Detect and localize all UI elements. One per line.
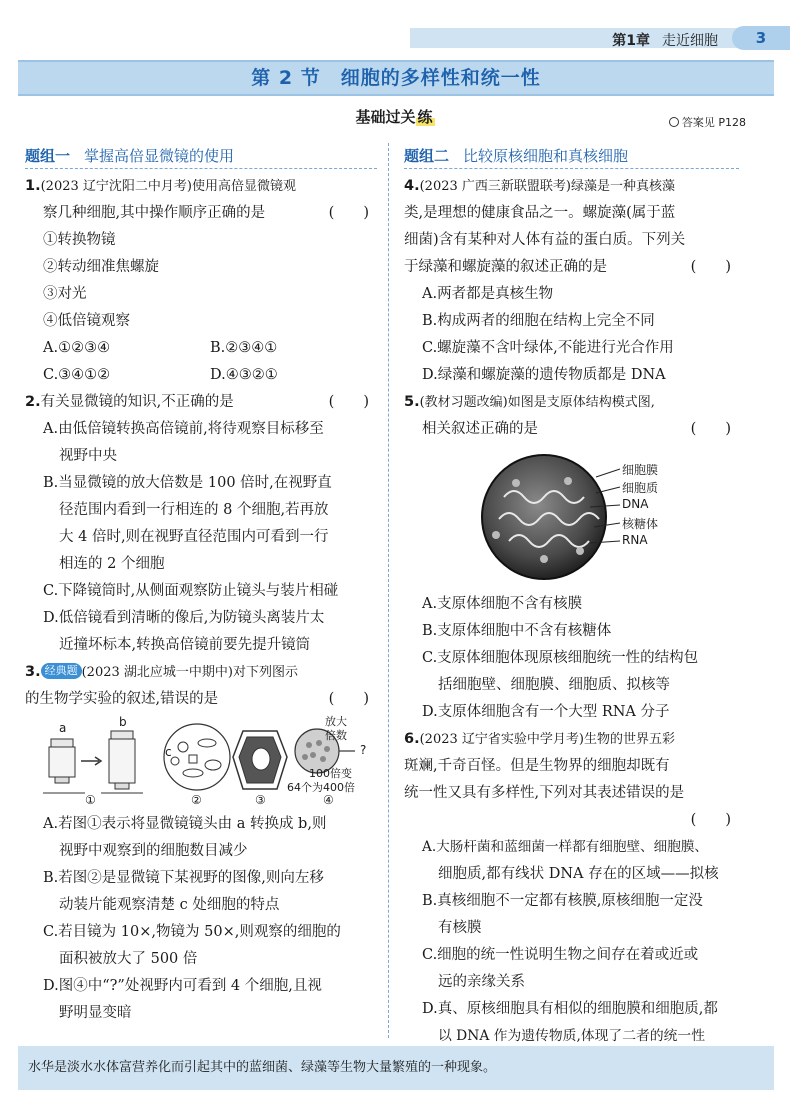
question-stem: 有关显微镜的知识,不正确的是 — [40, 394, 234, 410]
question-5 — [404, 389, 739, 726]
option-c: C.螺旋藻不含叶绿体,不能进行光合作用 — [422, 340, 674, 356]
group-title-1 — [25, 143, 377, 169]
zoom-text: 100倍变 — [309, 767, 352, 780]
column-divider — [388, 143, 389, 1038]
question-6 — [404, 726, 739, 1050]
option-b-cont: 相连的 2 个细胞 — [59, 556, 165, 572]
question-number: 6. — [404, 731, 420, 747]
question-stem-line: (2023 辽宁沈阳二中月考)使用高倍显微镜观 — [40, 179, 296, 194]
answer-blank: ( ) — [690, 421, 731, 437]
option-c: C.支原体细胞体现原核细胞统一性的结构包 — [422, 650, 699, 666]
option-b: B.构成两者的细胞在结构上完全不同 — [422, 313, 655, 329]
step-item: ③对光 — [43, 286, 87, 302]
option-d: D.真、原核细胞具有相似的细胞膜和细胞质,都 — [422, 1001, 718, 1017]
option-b: B.真核细胞不一定都有核膜,原核细胞一定没 — [422, 893, 703, 909]
option-a: A.大肠杆菌和蓝细菌一样都有细胞壁、细胞膜、 — [422, 839, 709, 855]
question-stem-line: 细菌)含有某种对人体有益的蛋白质。下列关 — [404, 232, 686, 248]
question-stem-line: 察几种细胞,其中操作顺序正确的是 — [43, 205, 266, 221]
footer-note: 水华是淡水水体富营养化而引起其中的蓝细菌、绿藻等生物大量繁殖的一种现象。 — [18, 1046, 774, 1090]
option-b-cont: 有核膜 — [438, 920, 482, 936]
option-a: A.①②③④ — [43, 340, 111, 356]
option-d: D.④③②① — [210, 367, 278, 383]
question-number: 5. — [404, 394, 420, 410]
microscope-figures — [25, 717, 377, 809]
group-label: 题组一 — [25, 147, 71, 165]
answer-blank: ( ) — [328, 205, 369, 221]
question-stem-line: 于绿藻和螺旋藻的叙述正确的是 — [404, 259, 607, 275]
group-heading: 掌握高倍显微镜的使用 — [84, 147, 235, 165]
question-number: 3. — [25, 664, 41, 680]
label-dna: DNA — [622, 497, 649, 511]
option-c: C.若目镜为 10×,物镜为 50×,则观察的细胞的 — [43, 924, 341, 940]
answer-blank: ( ) — [328, 394, 369, 410]
question-stem-line: (2023 广西三新联盟联考)绿藻是一种真核藻 — [419, 179, 675, 194]
answer-blank: ( ) — [690, 259, 731, 275]
question-number: 1. — [25, 178, 41, 194]
option-b-cont: 动装片能观察清楚 c 处细胞的特点 — [59, 897, 280, 913]
option-b: B.当显微镜的放大倍数是 100 倍时,在视野直 — [43, 475, 332, 491]
pointer-line — [596, 469, 620, 477]
question-stem-line: 相关叙述正确的是 — [422, 421, 538, 437]
group-title-2 — [404, 143, 739, 169]
chapter-title: 走近细胞 — [662, 33, 718, 49]
group-heading: 比较原核细胞和真核细胞 — [463, 147, 629, 165]
right-column — [404, 143, 739, 1050]
label-cell-membrane: 细胞膜 — [622, 463, 659, 477]
option-b: B.若图②是显微镜下某视野的图像,则向左移 — [43, 870, 324, 886]
option-d-cont: 近撞坏标本,转换高倍镜前要先提升镜筒 — [59, 637, 311, 653]
lens-a-icon — [49, 739, 75, 783]
field-of-view-icon — [164, 724, 230, 790]
label-rna: RNA — [622, 533, 648, 547]
question-2 — [25, 389, 377, 659]
classic-badge: 经典题 — [41, 663, 82, 679]
question-stem-line: 统一性又具有多样性,下列对其表述错误的是 — [404, 785, 685, 801]
question-stem-line: 斑斓,千奇百怪。但是生物界的细胞却既有 — [404, 758, 670, 774]
option-a-cont: 视野中央 — [59, 448, 117, 464]
option-b: B.②③④① — [210, 340, 278, 356]
step-item: ①转换物镜 — [43, 232, 116, 248]
chapter-label — [612, 30, 718, 50]
option-a-cont: 细胞质,都有线状 DNA 存在的区域——拟核 — [438, 866, 719, 882]
section-title: 第 2 节 细胞的多样性和统一性 — [18, 60, 774, 96]
magnifier-icon — [669, 117, 679, 127]
figure-number-2: ② — [191, 793, 202, 807]
label-ribosome: 核糖体 — [622, 517, 659, 531]
plant-cell-icon — [233, 731, 287, 789]
question-number: 2. — [25, 394, 41, 410]
question-stem-line: 的生物学实验的叙述,错误的是 — [25, 691, 219, 707]
option-c-cont: 面积被放大了 500 倍 — [59, 951, 198, 967]
answer-blank: ( ) — [690, 812, 731, 828]
answer-reference-text: 答案见 P128 — [681, 116, 746, 129]
question-number: 4. — [404, 178, 420, 194]
option-b: B.支原体细胞中不含有核糖体 — [422, 623, 612, 639]
question-stem-line: 类,是理想的健康食品之一。螺旋藻(属于蓝 — [404, 205, 676, 221]
answer-reference — [669, 114, 746, 130]
mycoplasma-diagram — [404, 447, 739, 587]
question-stem-line: (教材习题改编)如图是支原体结构模式图, — [419, 395, 655, 410]
option-c: C.③④①② — [43, 367, 111, 383]
figure-number-1: ① — [85, 793, 96, 807]
question-4 — [404, 173, 739, 389]
option-c: C.细胞的统一性说明生物之间存在着或近或 — [422, 947, 699, 963]
lens-label-b: b — [119, 715, 127, 729]
option-a-cont: 视野中观察到的细胞数目减少 — [59, 843, 248, 859]
step-item: ④低倍镜观察 — [43, 313, 130, 329]
mycoplasma-cell-icon — [404, 447, 739, 587]
page-number: 3 — [732, 26, 790, 50]
question-stem-line: (2023 辽宁省实验中学月考)生物的世界五彩 — [419, 732, 675, 747]
group-label: 题组二 — [404, 147, 450, 165]
option-b-cont: 径范围内看到一行相连的 8 个细胞,若再放 — [59, 502, 329, 518]
option-c-cont: 远的亲缘关系 — [438, 974, 525, 990]
option-d: D.低倍镜看到清晰的像后,为防镜头离装片太 — [43, 610, 325, 626]
option-a: A.两者都是真核生物 — [422, 286, 554, 302]
question-3 — [25, 659, 377, 1027]
figure-number-4: ④ — [323, 793, 334, 807]
zoom-text: 倍数 — [325, 729, 347, 742]
option-c: C.下降镜筒时,从侧面观察防止镜头与装片相碰 — [43, 583, 339, 599]
practice-title-main: 基础过关 — [355, 108, 416, 126]
option-d-cont: 野明显变暗 — [59, 1005, 132, 1021]
option-a: A.由低倍镜转换高倍镜前,将待观察目标移至 — [43, 421, 324, 437]
figure-number-3: ③ — [255, 793, 266, 807]
zoom-text: 放大 — [325, 715, 347, 728]
option-c-cont: 括细胞壁、细胞膜、细胞质、拟核等 — [438, 677, 670, 693]
option-d: D.绿藻和螺旋藻的遗传物质都是 DNA — [422, 367, 666, 383]
step-item: ②转动细准焦螺旋 — [43, 259, 159, 275]
question-1 — [25, 173, 377, 389]
practice-title-highlight: 练 — [417, 108, 433, 126]
lens-b-icon — [109, 731, 135, 789]
question-stem-line: (2023 湖北应城一中期中)对下列图示 — [81, 665, 298, 680]
question-mark: ? — [360, 743, 367, 757]
left-column — [25, 143, 377, 1027]
option-a: A.支原体细胞不含有核膜 — [422, 596, 583, 612]
page-header — [0, 0, 790, 56]
label-cytoplasm: 细胞质 — [622, 481, 659, 495]
zoom-text: 64个为400倍 — [287, 781, 355, 794]
lens-label-a: a — [59, 721, 67, 735]
answer-blank: ( ) — [328, 691, 369, 707]
option-d-cont: 以 DNA 作为遗传物质,体现了二者的统一性 — [438, 1028, 706, 1044]
option-d: D.图④中“?”处视野内可看到 4 个细胞,且视 — [43, 978, 322, 994]
cell-label-c: c — [165, 745, 172, 759]
chapter-number: 第1章 — [612, 33, 650, 49]
option-a: A.若图①表示将显微镜镜头由 a 转换成 b,则 — [43, 816, 327, 832]
option-d: D.支原体细胞含有一个大型 RNA 分子 — [422, 704, 670, 720]
option-b-cont: 大 4 倍时,则在视野直径范围内可看到一行 — [59, 529, 329, 545]
